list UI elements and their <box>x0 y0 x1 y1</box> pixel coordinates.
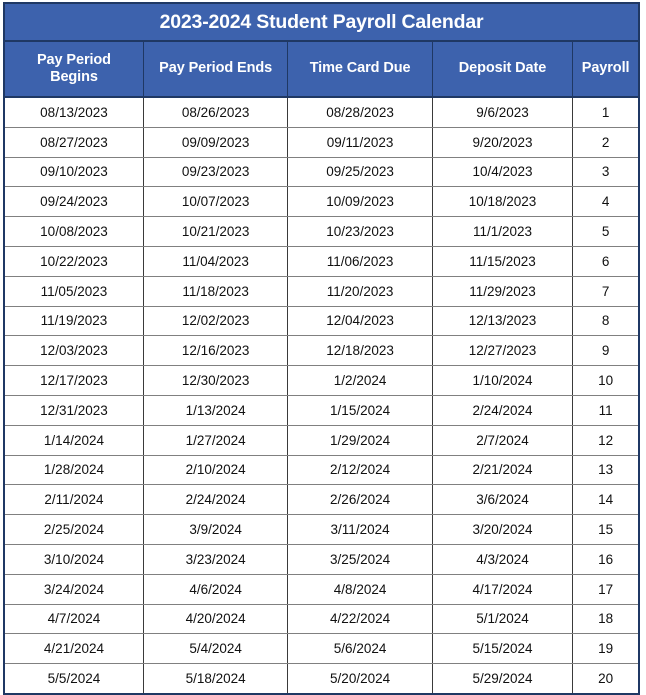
column-header-pay-period-begins <box>4 41 143 97</box>
column-header-deposit-date: Deposit Date <box>432 41 572 97</box>
table-row <box>4 157 639 187</box>
cell-pay-period-begins: 5/5/2024 <box>4 664 143 694</box>
cell-time-card-due: 1/15/2024 <box>288 395 432 425</box>
cell-pay-period-ends: 3/9/2024 <box>143 515 287 545</box>
cell-pay-period-ends: 10/21/2023 <box>143 217 287 247</box>
cell-pay-period-ends: 09/09/2023 <box>143 127 287 157</box>
cell-pay-period-begins: 10/08/2023 <box>4 217 143 247</box>
cell-pay-period-ends: 3/23/2024 <box>143 544 287 574</box>
cell-pay-period-begins: 12/31/2023 <box>4 395 143 425</box>
cell-time-card-due: 3/11/2024 <box>288 515 432 545</box>
cell-pay-period-begins: 12/03/2023 <box>4 336 143 366</box>
cell-deposit-date: 11/15/2023 <box>432 246 572 276</box>
cell-pay-period-begins: 2/11/2024 <box>4 485 143 515</box>
cell-payroll-number: 14 <box>573 485 639 515</box>
payroll-calendar-table <box>3 2 640 695</box>
page-title: 2023-2024 Student Payroll Calendar <box>4 3 639 41</box>
cell-deposit-date: 12/27/2023 <box>432 336 572 366</box>
cell-time-card-due: 2/12/2024 <box>288 455 432 485</box>
table-row <box>4 425 639 455</box>
cell-deposit-date: 4/3/2024 <box>432 544 572 574</box>
cell-deposit-date: 2/24/2024 <box>432 395 572 425</box>
cell-pay-period-begins: 4/21/2024 <box>4 634 143 664</box>
cell-pay-period-ends: 12/02/2023 <box>143 306 287 336</box>
cell-payroll-number: 1 <box>573 97 639 127</box>
column-header-payroll: Payroll <box>573 41 639 97</box>
column-header-pay-period-ends: Pay Period Ends <box>143 41 287 97</box>
cell-pay-period-ends: 1/13/2024 <box>143 395 287 425</box>
cell-pay-period-ends: 11/04/2023 <box>143 246 287 276</box>
table-title-row <box>4 3 639 41</box>
table-row <box>4 574 639 604</box>
cell-payroll-number: 9 <box>573 336 639 366</box>
cell-pay-period-begins: 1/14/2024 <box>4 425 143 455</box>
cell-pay-period-ends: 4/20/2024 <box>143 604 287 634</box>
cell-pay-period-ends: 1/27/2024 <box>143 425 287 455</box>
cell-payroll-number: 18 <box>573 604 639 634</box>
cell-pay-period-begins: 2/25/2024 <box>4 515 143 545</box>
cell-pay-period-ends: 11/18/2023 <box>143 276 287 306</box>
cell-pay-period-begins: 1/28/2024 <box>4 455 143 485</box>
table-row <box>4 276 639 306</box>
cell-payroll-number: 3 <box>573 157 639 187</box>
cell-pay-period-begins: 12/17/2023 <box>4 366 143 396</box>
cell-time-card-due: 5/20/2024 <box>288 664 432 694</box>
cell-time-card-due: 1/2/2024 <box>288 366 432 396</box>
cell-time-card-due: 09/25/2023 <box>288 157 432 187</box>
cell-time-card-due: 09/11/2023 <box>288 127 432 157</box>
cell-deposit-date: 5/15/2024 <box>432 634 572 664</box>
table-row <box>4 395 639 425</box>
cell-deposit-date: 4/17/2024 <box>432 574 572 604</box>
cell-time-card-due: 10/23/2023 <box>288 217 432 247</box>
cell-pay-period-ends: 10/07/2023 <box>143 187 287 217</box>
table-row <box>4 455 639 485</box>
cell-deposit-date: 10/18/2023 <box>432 187 572 217</box>
cell-deposit-date: 12/13/2023 <box>432 306 572 336</box>
cell-pay-period-begins: 08/13/2023 <box>4 97 143 127</box>
cell-time-card-due: 10/09/2023 <box>288 187 432 217</box>
cell-time-card-due: 12/04/2023 <box>288 306 432 336</box>
table-body <box>4 97 639 694</box>
column-header-time-card-due: Time Card Due <box>288 41 432 97</box>
column-header-row <box>4 41 639 97</box>
cell-payroll-number: 12 <box>573 425 639 455</box>
cell-payroll-number: 8 <box>573 306 639 336</box>
cell-pay-period-ends: 5/4/2024 <box>143 634 287 664</box>
cell-deposit-date: 2/7/2024 <box>432 425 572 455</box>
cell-deposit-date: 10/4/2023 <box>432 157 572 187</box>
table-row <box>4 217 639 247</box>
cell-pay-period-ends: 2/24/2024 <box>143 485 287 515</box>
table-row <box>4 664 639 694</box>
table-row <box>4 544 639 574</box>
cell-deposit-date: 2/21/2024 <box>432 455 572 485</box>
cell-payroll-number: 5 <box>573 217 639 247</box>
cell-pay-period-ends: 08/26/2023 <box>143 97 287 127</box>
cell-pay-period-begins: 11/05/2023 <box>4 276 143 306</box>
cell-payroll-number: 16 <box>573 544 639 574</box>
cell-time-card-due: 2/26/2024 <box>288 485 432 515</box>
table-row <box>4 604 639 634</box>
column-header-line-1: Pay Period <box>36 51 111 68</box>
cell-payroll-number: 13 <box>573 455 639 485</box>
cell-payroll-number: 4 <box>573 187 639 217</box>
cell-payroll-number: 6 <box>573 246 639 276</box>
cell-deposit-date: 3/20/2024 <box>432 515 572 545</box>
table-row <box>4 306 639 336</box>
cell-payroll-number: 20 <box>573 664 639 694</box>
table-row <box>4 127 639 157</box>
cell-deposit-date: 5/29/2024 <box>432 664 572 694</box>
table-row <box>4 634 639 664</box>
cell-payroll-number: 19 <box>573 634 639 664</box>
cell-pay-period-begins: 3/10/2024 <box>4 544 143 574</box>
table-row <box>4 366 639 396</box>
cell-deposit-date: 9/6/2023 <box>432 97 572 127</box>
table-row <box>4 515 639 545</box>
cell-pay-period-begins: 09/24/2023 <box>4 187 143 217</box>
cell-pay-period-ends: 4/6/2024 <box>143 574 287 604</box>
cell-pay-period-ends: 2/10/2024 <box>143 455 287 485</box>
cell-deposit-date: 9/20/2023 <box>432 127 572 157</box>
cell-pay-period-ends: 12/30/2023 <box>143 366 287 396</box>
cell-payroll-number: 17 <box>573 574 639 604</box>
cell-time-card-due: 1/29/2024 <box>288 425 432 455</box>
cell-payroll-number: 11 <box>573 395 639 425</box>
cell-payroll-number: 2 <box>573 127 639 157</box>
cell-time-card-due: 4/8/2024 <box>288 574 432 604</box>
cell-pay-period-ends: 5/18/2024 <box>143 664 287 694</box>
cell-time-card-due: 12/18/2023 <box>288 336 432 366</box>
cell-pay-period-begins: 3/24/2024 <box>4 574 143 604</box>
cell-time-card-due: 5/6/2024 <box>288 634 432 664</box>
cell-deposit-date: 11/1/2023 <box>432 217 572 247</box>
cell-deposit-date: 1/10/2024 <box>432 366 572 396</box>
cell-time-card-due: 11/06/2023 <box>288 246 432 276</box>
cell-time-card-due: 3/25/2024 <box>288 544 432 574</box>
cell-pay-period-begins: 10/22/2023 <box>4 246 143 276</box>
cell-time-card-due: 08/28/2023 <box>288 97 432 127</box>
cell-time-card-due: 11/20/2023 <box>288 276 432 306</box>
table-row <box>4 336 639 366</box>
column-header-line-2: Begins <box>50 69 98 85</box>
cell-pay-period-begins: 09/10/2023 <box>4 157 143 187</box>
table-row <box>4 485 639 515</box>
cell-payroll-number: 15 <box>573 515 639 545</box>
table-row <box>4 246 639 276</box>
cell-time-card-due: 4/22/2024 <box>288 604 432 634</box>
cell-payroll-number: 7 <box>573 276 639 306</box>
table-row <box>4 187 639 217</box>
cell-pay-period-ends: 12/16/2023 <box>143 336 287 366</box>
cell-pay-period-begins: 11/19/2023 <box>4 306 143 336</box>
table-header <box>4 3 639 97</box>
cell-deposit-date: 3/6/2024 <box>432 485 572 515</box>
cell-deposit-date: 11/29/2023 <box>432 276 572 306</box>
cell-pay-period-ends: 09/23/2023 <box>143 157 287 187</box>
table-row <box>4 97 639 127</box>
cell-payroll-number: 10 <box>573 366 639 396</box>
cell-pay-period-begins: 4/7/2024 <box>4 604 143 634</box>
cell-deposit-date: 5/1/2024 <box>432 604 572 634</box>
cell-pay-period-begins: 08/27/2023 <box>4 127 143 157</box>
